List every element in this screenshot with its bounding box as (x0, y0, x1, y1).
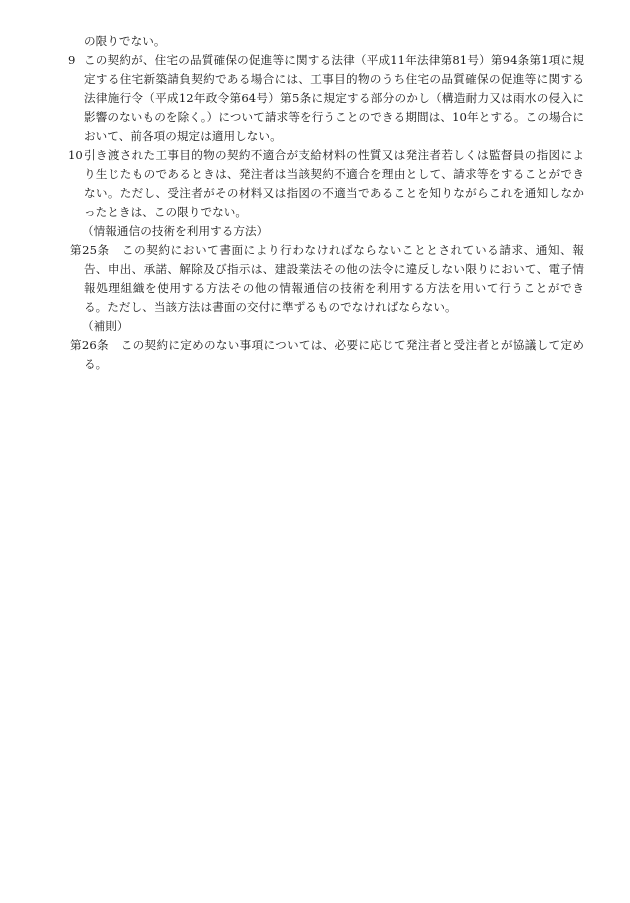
paragraph-item-10 (70, 146, 584, 222)
article-text: この契約に定めのない事項については、必要に応じて発注者と受注者とが協議して定める。 (84, 338, 584, 371)
article-number: 第26条 (70, 338, 109, 352)
paragraph-text: の限りでない。 (84, 34, 166, 48)
article-25 (70, 241, 584, 317)
article-number: 第25条 (70, 243, 110, 257)
paragraph-continuation (70, 32, 584, 51)
article-caption-supplementary: （補則） (82, 319, 129, 333)
paragraph-item-9 (70, 51, 584, 146)
article-26 (70, 336, 584, 374)
article-text: この契約において書面により行わなければならないこととされている請求、通知、報告、申出、承諾、解除及び指示は、建設業法その他の法令に違反しない限りにおいて、電子情報処理組織を使用する方法その他の情報通信の技術を利用する方法を用いて行うことができる。ただし、当該方法は書面の交付に準ずるものでなければならない。 (84, 243, 585, 314)
paragraph-number: 10 (68, 148, 83, 162)
article-caption-information-technology: （情報通信の技術を利用する方法） (82, 224, 269, 238)
paragraph-number: 9 (68, 53, 76, 67)
paragraph-text: 引き渡された工事目的物の契約不適合が支給材料の性質又は発注者若しくは監督員の指図により生じたものであるときは、発注者は当該契約不適合を理由として、請求等をすることができない。ただし、受注者がその材料又は指図の不適当であることを知りながらこれを通知しなかったときは、この限りでない。 (84, 148, 584, 219)
paragraph-text: この契約が、住宅の品質確保の促進等に関する法律（平成11年法律第81号）第94条第1項に規定する住宅新築請負契約である場合には、工事目的物のうち住宅の品質確保の促進等に関する法律施行令（平成12年政令第64号）第5条に規定する部分のかし（構造耐力又は雨水の侵入に影響のないものを除く。）について請求等を行うことのできる期間は、10年とする。この場合において、前各項の規定は適用しない。 (84, 53, 584, 143)
